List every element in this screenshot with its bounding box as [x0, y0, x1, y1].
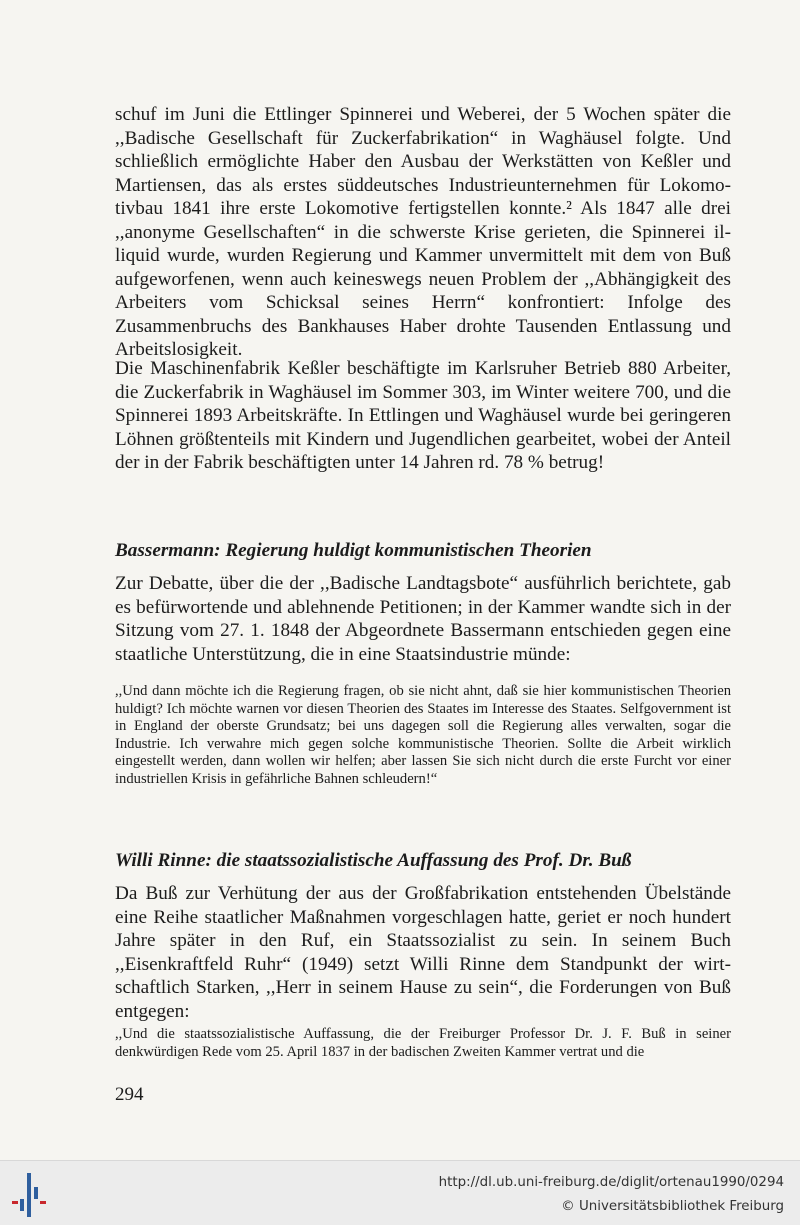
paragraph-debate: Zur Debatte, über die der ,,Badische Landtagsbote“ ausführlich berichtete, gab es befürwortende und ablehnende Petitionen; in der Kammer wandte sich in der Sitzung vom 27. 1. 1848 der Abgeordnete Bassermann entschieden gegen eine staatliche Unterstützung, die in eine Staatsindustrie münde:	[115, 573, 731, 665]
paragraph-buss: Da Buß zur Verhütung der aus der Großfabrikation entstehenden Übelstände eine Reihe staatlicher Maßnahmen vorgeschlagen hatte, geriet er noch hundert Jahre später in den Ruf, ein Staatssozialist zu sein. In seinem Buch ,,Eisenkraftfeld Ruhr“ (1949) setzt Willi Rinne dem Standpunkt der wirtschaftlich Starken, ,,Herr in seinem Hause zu sein“, die Forderungen von Buß entgegen:	[115, 883, 731, 1022]
paragraph-haber-enterprises: schuf im Juni die Ettlinger Spinnerei und Weberei, der 5 Wochen später die ,,Badische Gesellschaft für Zuckerfabrikation“ in Waghäusel folgte. Und schließlich ermöglichte Haber den Ausbau der Werkstätten von Keßler und Martiensen, das als erstes süddeutsches Industrieunternehmen für Lokomotivbau 1841 ihre erste Lokomotive fertigstellen konnte.² Als 1847 alle drei ,,anonyme Gesellschaften“ in die schwerste Krise gerieten, die Spinnerei illiquid wurde, wurden Regierung und Kammer unvermittelt mit dem von Buß aufgeworfenen, wenn auch keineswegs neuen Problem der ,,Abhängigkeit des Arbeiters vom Schicksal seines Herrn“ konfrontiert: Infolge des Zusammenbruchs des Bankhauses Haber drohte Tausenden Entlassung und Arbeitslosigkeit.	[115, 104, 731, 360]
page-number: 294	[115, 1084, 144, 1105]
quote-bassermann: ,,Und dann möchte ich die Regierung fragen, ob sie nicht ahnt, daß sie hier kommunistischen Theorien huldigt? Ich möchte warnen vor diesen Theorien des Staates im Interesse des Staates. Selfgovernment ist in England der oberste Grundsatz; bei uns dagegen soll die Regierung alles verwalten, sogar die Industrie. Ich verwahre mich gegen solche kommunistische Theorien. Sollte die Arbeit wirklich eingestellt werden, dann wollen wir helfen; aber lassen Sie sich nicht durch die erste Furcht vor einer industriellen Krisis in gefährliche Bahnen schleudern!“	[115, 683, 731, 787]
quote-rinne: ,,Und die staatssozialistische Auffassung, die der Freiburger Professor Dr. J. F. Buß in seiner denkwürdigen Rede vom 25. April 1837 in der badischen Zweiten Kammer vertrat und die	[115, 1026, 731, 1060]
section-heading-rinne: Willi Rinne: die staatssozialistische Auffassung des Prof. Dr. Buß	[115, 850, 632, 871]
paragraph-workforce: Die Maschinenfabrik Keßler beschäftigte im Karlsruher Betrieb 880 Arbeiter, die Zuckerfabrik in Waghäusel im Sommer 303, im Winter weitere 700, und die Spinnerei 1893 Arbeitskräfte. In Ettlingen und Waghäusel wurde bei geringeren Löhnen größtenteils mit Kindern und Jugendlichen gearbeitet, wobei der Anteil der in der Fabrik beschäftigten unter 14 Jahren rd. 78 % betrug!	[115, 358, 731, 473]
section-heading-bassermann: Bassermann: Regierung huldigt kommunistischen Theorien	[115, 540, 592, 561]
copyright-notice: © Universitätsbibliothek Freiburg	[561, 1199, 784, 1214]
ub-freiburg-logo-icon	[8, 1173, 48, 1217]
viewer-footer	[0, 1160, 800, 1225]
source-url-link[interactable]: http://dl.ub.uni-freiburg.de/diglit/ortenau1990/0294	[438, 1175, 784, 1190]
